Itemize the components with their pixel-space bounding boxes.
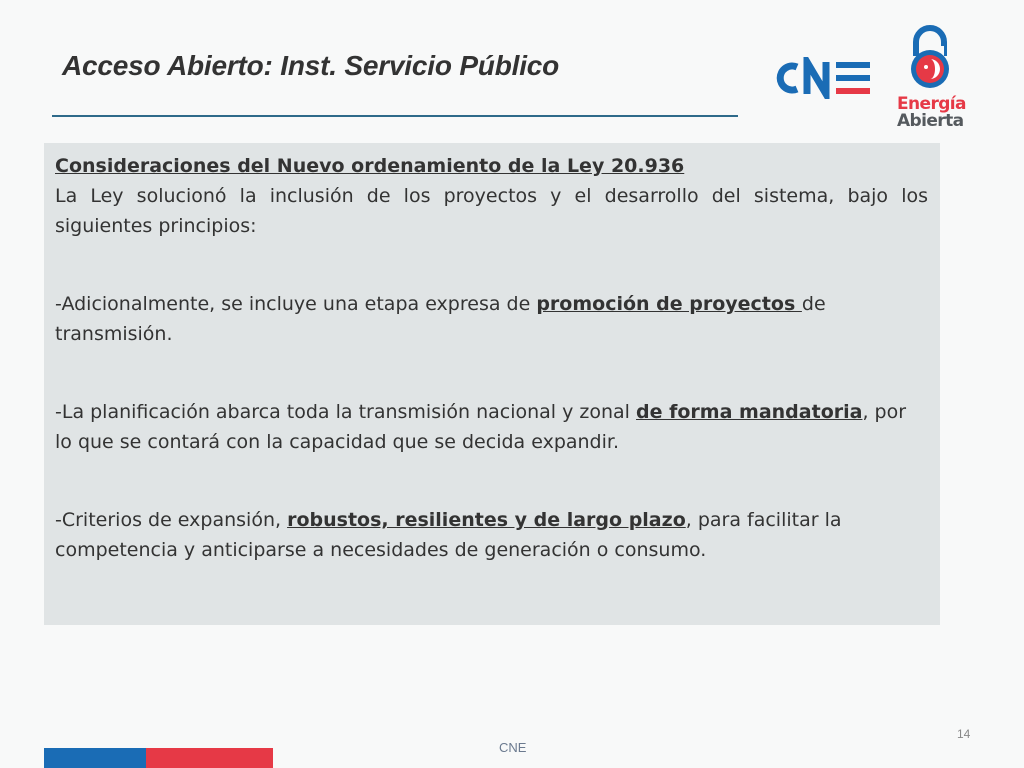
title-divider <box>52 115 738 117</box>
paragraph-planificacion <box>55 397 928 457</box>
cne-logo-n <box>807 62 826 94</box>
energia-abierta-logo-text <box>897 96 966 130</box>
energia-abierta-logo-icon <box>894 20 974 92</box>
cne-logo-e-top <box>836 62 870 68</box>
energia-label: Energía <box>897 94 966 114</box>
paragraph-criterios <box>55 505 928 565</box>
cne-logo <box>776 57 874 99</box>
p3-text-after: , para facilitar la competencia y anticiparse a necesidades de generación o consumo. <box>55 509 842 561</box>
page-number: 14 <box>957 727 971 741</box>
cne-logo-e-mid <box>836 75 870 81</box>
cne-logo-e-bot <box>836 88 870 94</box>
p1-highlight: promoción de proyectos <box>536 293 802 315</box>
footer-label: CNE <box>499 740 527 755</box>
intro-paragraph: La Ley solucionó la inclusión de los proyectos y el desarrollo del sistema, bajo los siguientes principios: <box>55 185 928 237</box>
p2-text-before: -La planificación abarca toda la transmisión nacional y zonal <box>55 401 637 423</box>
cne-logo-c <box>780 66 797 90</box>
p2-text-after: , por lo que se contará con la capacidad que se decida expandir. <box>55 401 907 453</box>
paragraph-promocion <box>55 289 928 349</box>
p2-highlight: de forma mandatoria <box>636 401 863 423</box>
slide-title: Acceso Abierto: Inst. Servicio Público <box>62 50 560 81</box>
content-heading: Consideraciones del Nuevo ordenamiento de la Ley 20.936 <box>55 155 685 177</box>
p3-text-before: -Criterios de expansión, <box>55 509 288 531</box>
footer-bar-blue <box>44 748 146 768</box>
p1-text-after: de transmisión. <box>55 293 826 345</box>
footer-bar-red <box>146 748 273 768</box>
p1-text-before: -Adicionalmente, se incluye una etapa expresa de <box>55 293 537 315</box>
p3-highlight: robustos, resilientes y de largo plazo <box>287 509 686 531</box>
content-box <box>44 143 940 625</box>
abierta-label: Abierta <box>897 111 964 131</box>
